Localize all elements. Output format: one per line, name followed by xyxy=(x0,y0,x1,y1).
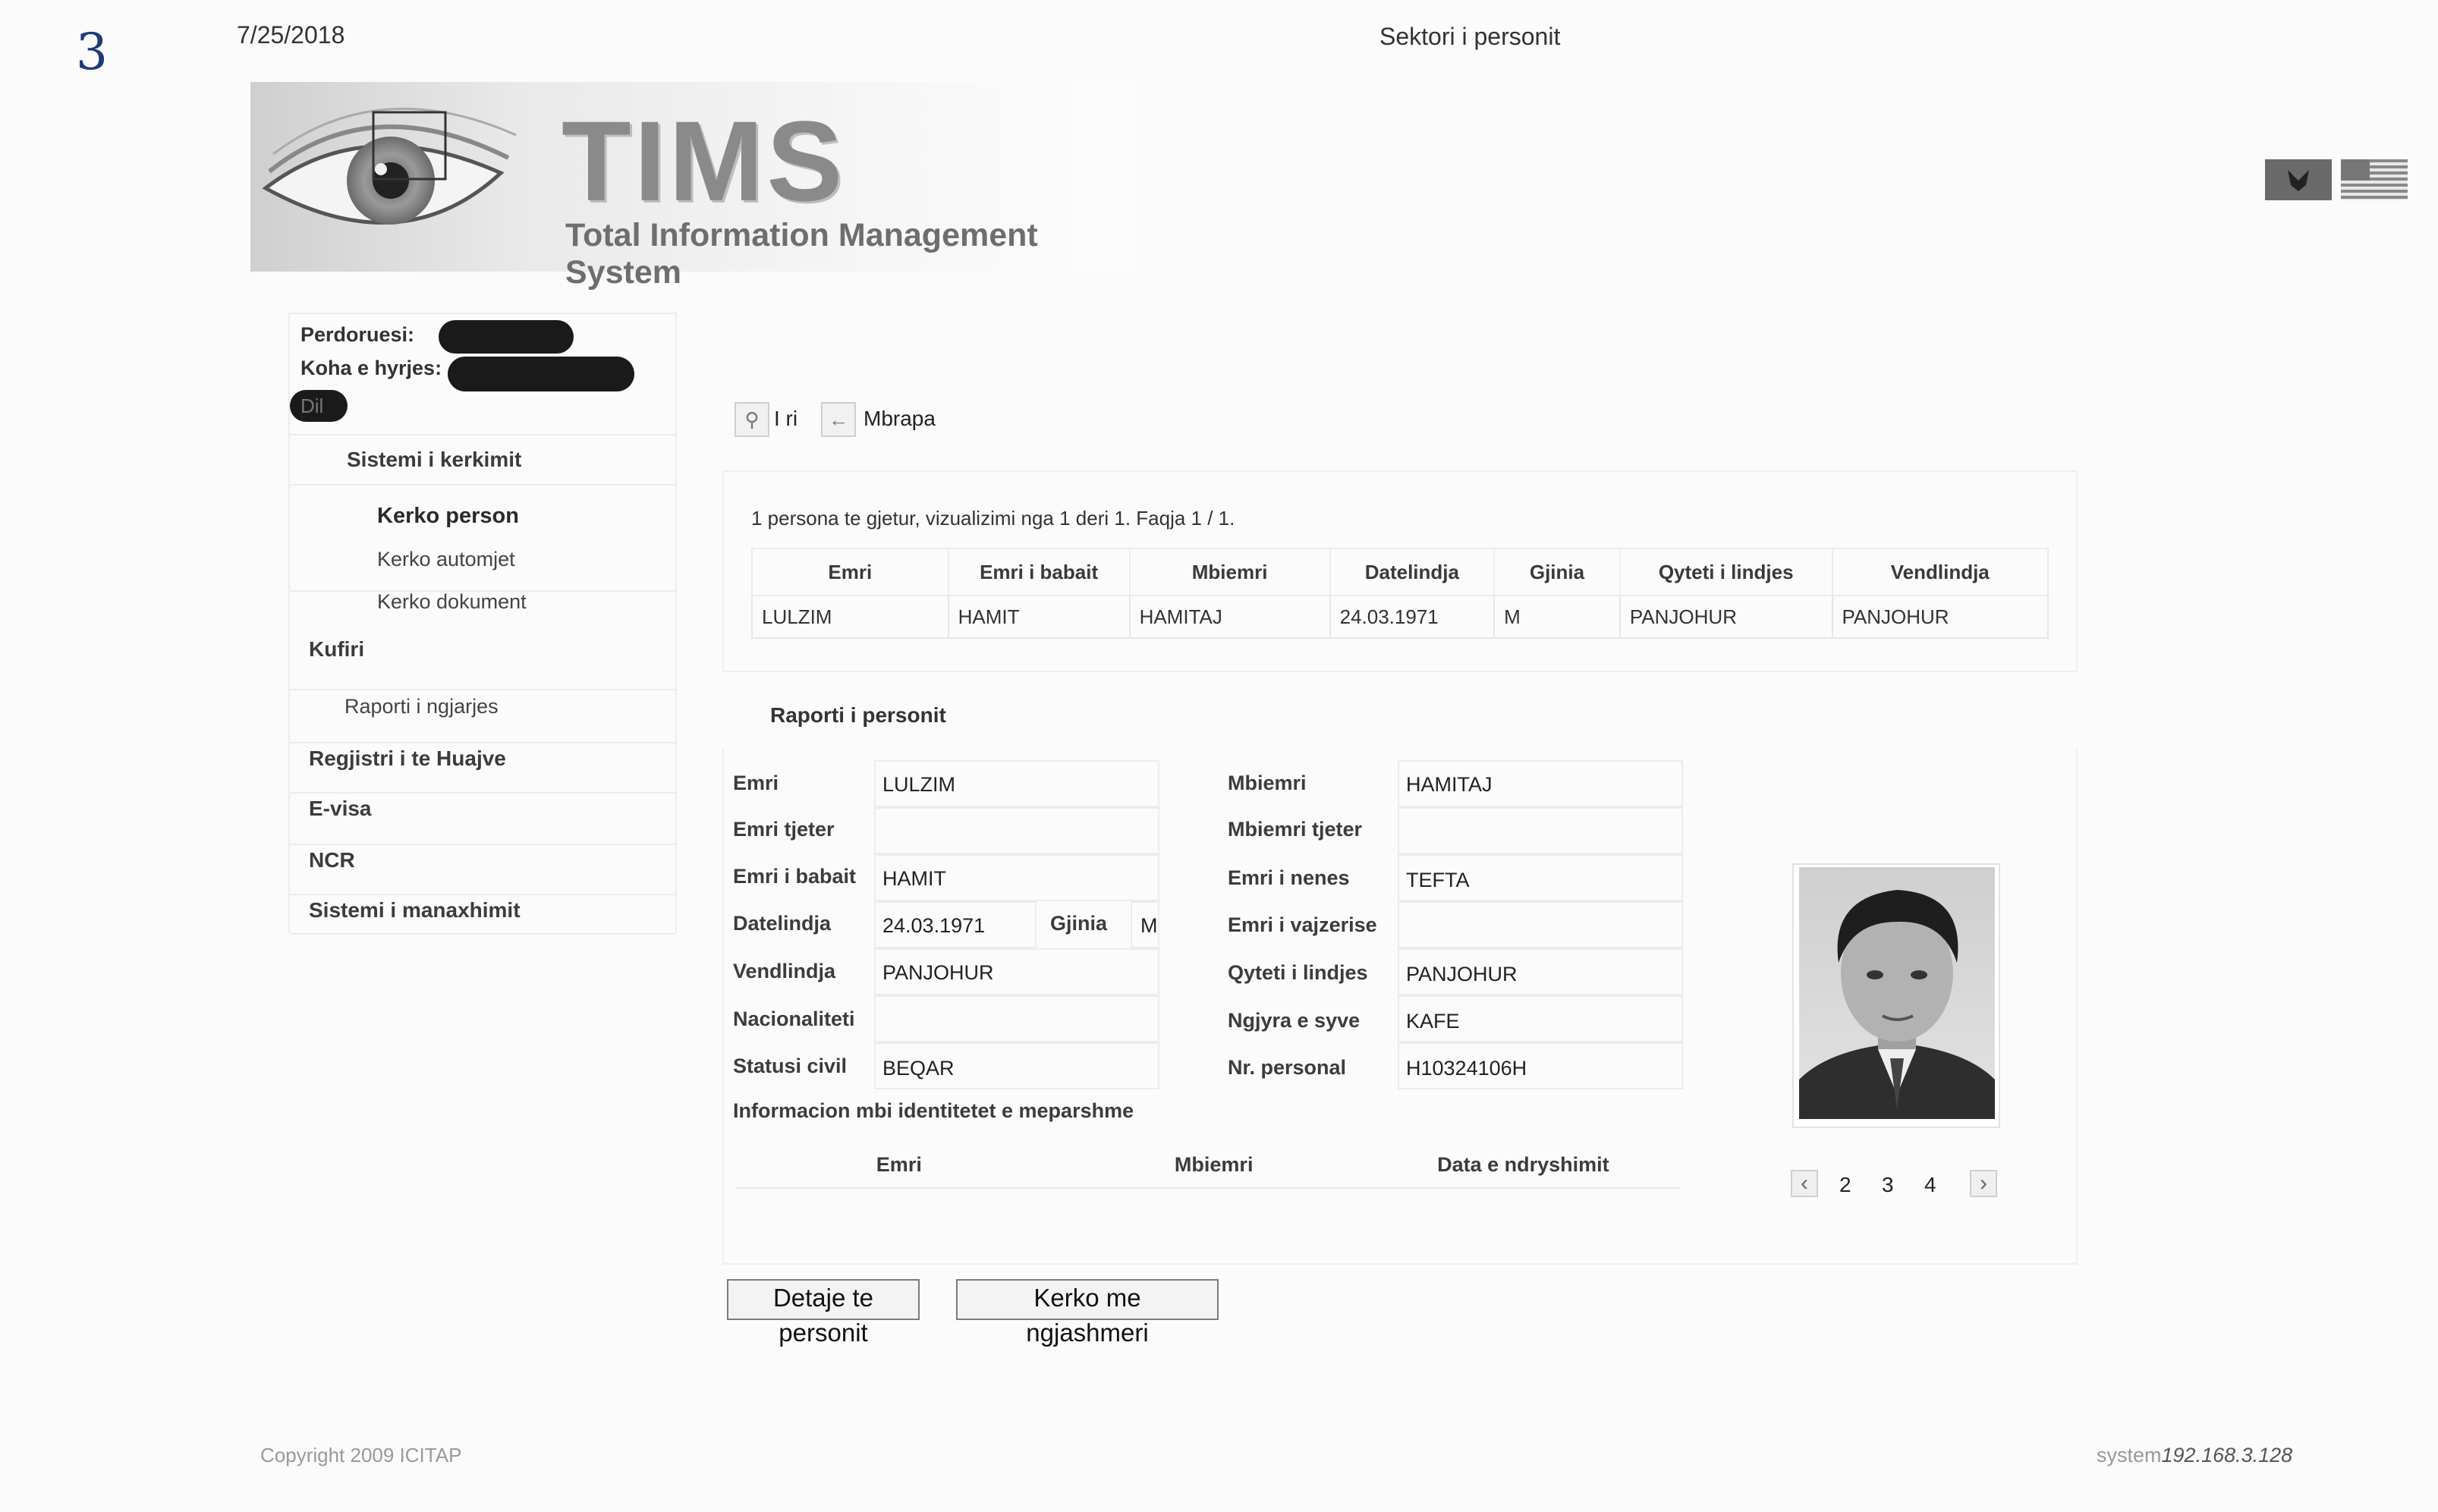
table-row[interactable] xyxy=(752,596,2048,638)
previous-identities-label: Informacion mbi identitetet e meparshme xyxy=(733,1099,1134,1122)
table-cell: PANJOHUR xyxy=(1832,596,2049,638)
column-header[interactable]: Mbiemri xyxy=(1062,1142,1366,1188)
father-name-value: HAMIT xyxy=(882,867,946,890)
similarity-search-button[interactable]: Kerko me ngjashmeri xyxy=(956,1279,1219,1320)
sidebar-item-management-system[interactable] xyxy=(290,894,675,935)
surname-label: Mbiemri xyxy=(1228,772,1307,794)
sidebar-item-label: Regjistri i te Huajve xyxy=(309,747,506,770)
civil-status-label: Statusi civil xyxy=(733,1055,848,1077)
redacted-login-time xyxy=(448,357,634,391)
sidebar-item-search-vehicles[interactable]: Kerko automjet xyxy=(377,548,515,571)
table-cell: 24.03.1971 xyxy=(1330,596,1494,638)
chevron-left-icon[interactable]: ‹ xyxy=(1791,1170,1818,1197)
eye-color-value: KAFE xyxy=(1406,1010,1460,1033)
person-photo-frame xyxy=(1792,863,2000,1128)
user-info-panel xyxy=(288,313,677,435)
other-name-label: Emri tjeter xyxy=(733,818,835,841)
report-title: Raporti i personit xyxy=(770,703,946,727)
sidebar-item-ncr[interactable] xyxy=(290,844,675,895)
column-header[interactable]: Data e ndryshimit xyxy=(1366,1142,1681,1188)
back-button[interactable]: Mbrapa xyxy=(864,407,936,430)
mother-name-value: TEFTA xyxy=(1406,869,1470,891)
results-header-row xyxy=(752,549,2048,596)
system-prefix: system xyxy=(2097,1444,2162,1466)
user-label: Perdoruesi: xyxy=(300,323,415,346)
personal-no-value: H10324106H xyxy=(1406,1057,1527,1080)
login-time-label: Koha e hyrjes: xyxy=(300,357,442,379)
us-flag-icon[interactable] xyxy=(2341,159,2408,200)
previous-identities-table xyxy=(736,1142,1681,1266)
nationality-label: Nacionaliteti xyxy=(733,1007,855,1030)
page-number-3[interactable]: 3 xyxy=(1882,1173,1894,1196)
table-cell: PANJOHUR xyxy=(1620,596,1832,638)
other-surname-field xyxy=(1398,807,1683,854)
column-header[interactable]: Datelindja xyxy=(1330,549,1494,596)
birthdate-label: Datelindja xyxy=(733,912,832,935)
sidebar-item-border[interactable] xyxy=(290,637,675,690)
page-number-4[interactable]: 4 xyxy=(1924,1173,1936,1196)
first-name-value: LULZIM xyxy=(882,773,956,796)
father-name-label: Emri i babait xyxy=(733,865,857,888)
personal-no-label: Nr. personal xyxy=(1228,1056,1347,1079)
column-header[interactable]: Gjinia xyxy=(1494,549,1620,596)
mother-name-label: Emri i nenes xyxy=(1228,866,1350,889)
table-row xyxy=(736,1188,1681,1266)
other-surname-label: Mbiemri tjeter xyxy=(1228,818,1363,841)
birthplace-label: Vendlindja xyxy=(733,960,836,982)
column-header[interactable]: Qyteti i lindjes xyxy=(1620,549,1832,596)
column-header[interactable]: Emri i babait xyxy=(948,549,1130,596)
gender-label: Gjinia xyxy=(1050,912,1108,935)
chevron-right-icon[interactable]: › xyxy=(1970,1170,1997,1197)
sidebar-menu xyxy=(288,432,677,933)
person-photo xyxy=(1799,867,1995,1119)
new-button[interactable]: I ri xyxy=(774,407,798,430)
birth-city-value: PANJOHUR xyxy=(1406,963,1518,985)
table-cell: HAMITAJ xyxy=(1130,596,1330,638)
back-arrow-icon[interactable]: ← xyxy=(821,402,856,437)
system-ip: 192.168.3.128 xyxy=(2161,1444,2293,1466)
column-header[interactable]: Mbiemri xyxy=(1130,549,1330,596)
sidebar-item-label: Sistemi i kerkimit xyxy=(347,448,522,471)
tims-banner xyxy=(250,82,1135,291)
sidebar-item-label: Raporti i ngjarjes xyxy=(344,695,499,718)
surname-value: HAMITAJ xyxy=(1406,773,1493,796)
previous-identities-header-row xyxy=(736,1142,1681,1188)
column-header[interactable]: Vendlindja xyxy=(1832,549,2049,596)
albanian-flag-icon[interactable] xyxy=(2265,159,2332,200)
table-cell: M xyxy=(1494,596,1620,638)
sidebar-item-evisa[interactable] xyxy=(290,792,675,845)
other-name-field xyxy=(874,807,1159,854)
table-cell: HAMIT xyxy=(948,596,1130,638)
print-title: Sektori i personit xyxy=(1379,23,1561,50)
sidebar-item-foreigners-registry[interactable] xyxy=(290,742,675,794)
sidebar-item-search-person[interactable]: Kerko person xyxy=(377,504,519,528)
print-date: 7/25/2018 xyxy=(237,21,345,49)
birthplace-value: PANJOHUR xyxy=(882,961,994,984)
page-number-2[interactable]: 2 xyxy=(1839,1173,1851,1196)
sidebar-item-label: Kufiri xyxy=(309,637,365,661)
birth-city-label: Qyteti i lindjes xyxy=(1228,961,1368,984)
table-cell: LULZIM xyxy=(752,596,948,638)
column-header[interactable]: Emri xyxy=(752,549,948,596)
civil-status-value: BEQAR xyxy=(882,1057,955,1080)
sidebar-item-label: NCR xyxy=(309,848,355,872)
gender-value: M xyxy=(1140,914,1158,937)
sidebar-item-search-document[interactable] xyxy=(290,537,675,613)
results-table xyxy=(751,548,2049,639)
redacted-username xyxy=(439,320,574,354)
maiden-name-field xyxy=(1398,901,1683,948)
copyright-text: Copyright 2009 ICITAP xyxy=(260,1444,462,1466)
eye-color-label: Ngjyra e syve xyxy=(1228,1009,1361,1032)
new-search-icon[interactable]: ⚲ xyxy=(735,402,769,437)
handwritten-page-number: 3 xyxy=(76,23,108,81)
tims-logo-subtitle: Total Information Management System xyxy=(565,217,1038,291)
first-name-label: Emri xyxy=(733,772,779,794)
column-header[interactable]: Emri xyxy=(736,1142,1062,1188)
sidebar-item-event-report[interactable] xyxy=(290,689,675,743)
eye-icon xyxy=(250,82,539,272)
birthdate-value: 24.03.1971 xyxy=(882,914,986,937)
maiden-name-label: Emri i vajzerise xyxy=(1228,913,1377,936)
sidebar-item-label: Sistemi i manaxhimit xyxy=(309,898,521,922)
sidebar-item-search-system[interactable] xyxy=(290,432,675,486)
sidebar-item-label: E-visa xyxy=(309,797,372,820)
nationality-field xyxy=(874,995,1159,1042)
results-summary: 1 persona te gjetur, vizualizimi nga 1 deri 1. Faqja 1 / 1. xyxy=(751,507,1235,530)
tims-logo-title: TIMS xyxy=(562,97,846,225)
system-info xyxy=(2097,1444,2292,1467)
person-details-button[interactable]: Detaje te personit xyxy=(727,1279,920,1320)
logout-link[interactable]: Dil xyxy=(290,390,348,422)
sidebar-item-label: Kerko dokument xyxy=(377,590,527,613)
